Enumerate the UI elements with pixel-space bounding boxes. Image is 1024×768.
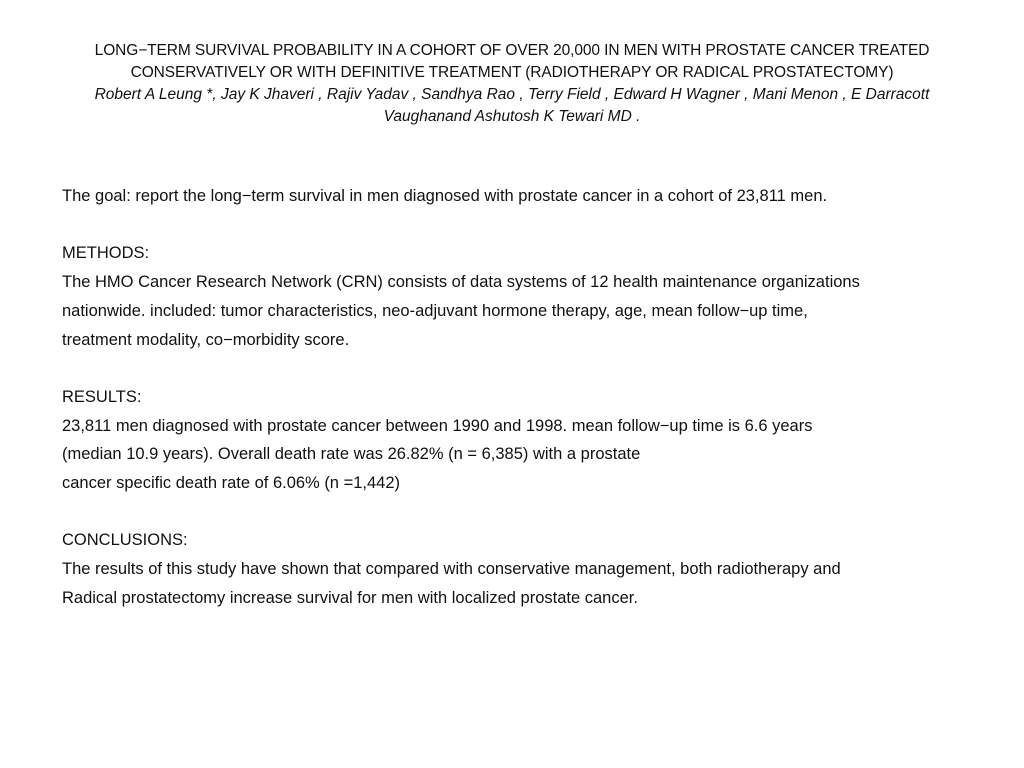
authors-line: Robert A Leung *, Jay K Jhaveri , Rajiv Yadav , Sandhya Rao , Terry Field , Edward H Wagner , Mani Menon , E Darracott [94, 86, 930, 103]
conclusions-heading: CONCLUSIONS: [62, 531, 188, 550]
methods-line: The HMO Cancer Research Network (CRN) consists of data systems of 12 health maintenance organizations [62, 273, 860, 292]
spacer [62, 211, 982, 240]
goal-text: The goal: report the long−term survival in men diagnosed with prostate cancer in a cohort of 23,811 men. [62, 187, 828, 205]
authors-line: Vaughanand Ashutosh K Tewari MD . [383, 108, 641, 125]
results-line: cancer specific death rate of 6.06% (n =1,442) [62, 474, 400, 492]
title-line: CONSERVATIVELY OR WITH DEFINITIVE TREATMENT (RADIOTHERAPY OR RADICAL PROSTATECTOMY) [130, 64, 894, 81]
spacer [62, 498, 982, 527]
methods-line: nationwide. included: tumor characteristics, neo-adjuvant hormone therapy, age, mean follow−up time, [62, 301, 808, 320]
title-line: LONG−TERM SURVIVAL PROBABILITY IN A COHORT OF OVER 20,000 IN MEN WITH PROSTATE CANCER TREATED [94, 42, 930, 59]
conclusions-line: The results of this study have shown that compared with conservative management, both radiotherapy and [62, 560, 841, 579]
methods-line: treatment modality, co−morbidity score. [62, 330, 350, 349]
slide-body [62, 182, 982, 613]
results-line: 23,811 men diagnosed with prostate cancer between 1990 and 1998. mean follow−up time is 6.6 years [62, 416, 813, 435]
results-heading: RESULTS: [62, 387, 142, 406]
results-line: (median 10.9 years). Overall death rate was 26.82% (n = 6,385) with a prostate [62, 445, 641, 464]
spacer [62, 354, 982, 383]
conclusions-line: Radical prostatectomy increase survival for men with localized prostate cancer. [62, 588, 638, 607]
methods-heading: METHODS: [62, 244, 150, 263]
slide-header [60, 40, 964, 128]
